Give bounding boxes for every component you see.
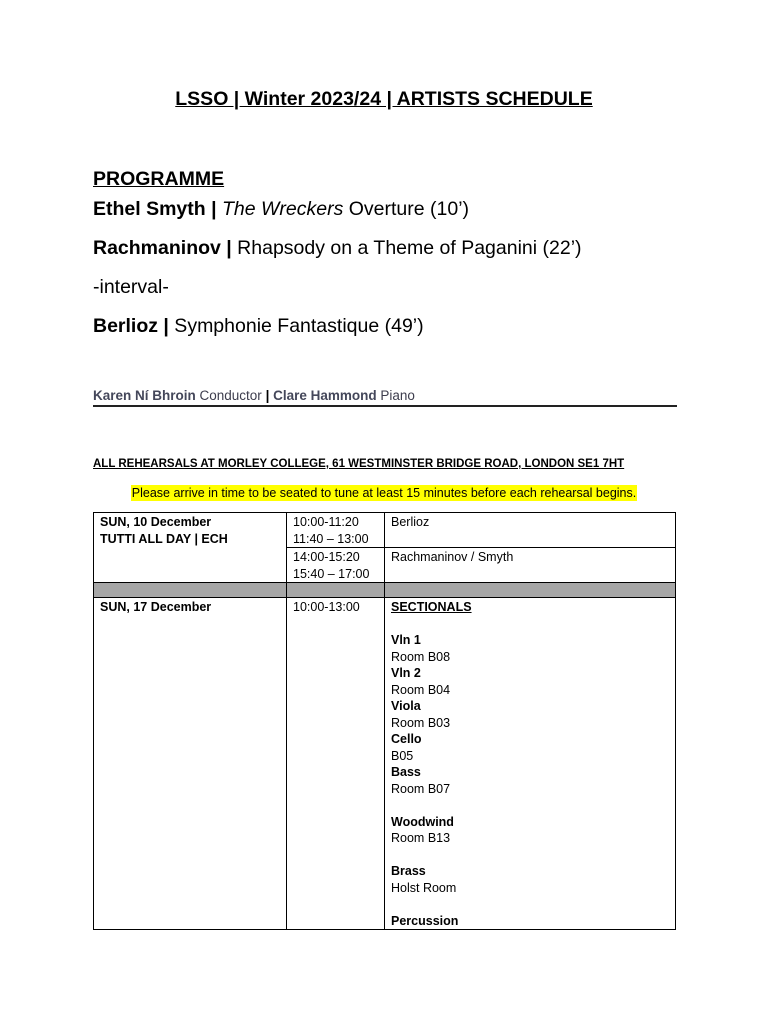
divider-cell <box>385 583 676 598</box>
programme-section <box>93 166 713 352</box>
artists-separator: | <box>265 388 270 403</box>
rehearsal-date: SUN, 10 December <box>100 515 212 529</box>
programme-interval: -interval- <box>93 276 169 298</box>
table-divider-row <box>94 583 676 598</box>
section-name: Vln 1 <box>391 633 421 647</box>
soloist-name: Clare Hammond <box>269 388 377 403</box>
arrival-notice <box>0 484 768 502</box>
conductor-role: Conductor <box>195 388 266 403</box>
section-name: Viola <box>391 699 421 713</box>
work-cell <box>385 513 676 548</box>
programme-work-1 <box>93 196 713 235</box>
work-cell <box>385 548 676 583</box>
date-cell <box>94 598 287 930</box>
section-room: B05 <box>391 748 414 763</box>
rehearsal-time: 10:00-11:20 <box>293 515 359 529</box>
time-cell <box>287 548 385 583</box>
section-room: Holst Room <box>391 880 457 895</box>
section-room: Room B04 <box>391 682 451 697</box>
section-room: Room B08 <box>391 649 451 664</box>
work-title: Symphonie Fantastique (49’) <box>168 315 424 337</box>
divider-cell <box>287 583 385 598</box>
section-room: Room B13 <box>391 831 451 845</box>
work-title: Rhapsody on a Theme of Paganini (22’) <box>231 237 582 259</box>
work-title: Overture (10’) <box>343 198 470 220</box>
rehearsal-time: 11:40 – 13:00 <box>293 531 369 546</box>
rehearsal-work: Rachmaninov / Smyth <box>391 550 514 564</box>
soloist-role: Piano <box>376 388 415 403</box>
section-room: Room B03 <box>391 715 451 730</box>
table-row <box>94 513 676 548</box>
date-cell <box>94 513 287 583</box>
section-name: Bass <box>391 765 421 779</box>
time-cell <box>287 598 385 930</box>
page-title: LSSO | Winter 2023/24 | ARTISTS SCHEDULE <box>175 88 593 110</box>
rehearsal-note: TUTTI ALL DAY | ECH <box>100 531 228 546</box>
section-name: Vln 2 <box>391 666 421 680</box>
table-row <box>94 598 676 930</box>
rehearsal-date: SUN, 17 December <box>100 600 212 614</box>
rehearsal-time: 14:00-15:20 <box>293 550 360 564</box>
section-name: Woodwind <box>391 814 454 829</box>
composer-name: Rachmaninov | <box>93 237 232 259</box>
composer-name: Berlioz | <box>93 315 169 337</box>
divider-cell <box>94 583 287 598</box>
composer-name: Ethel Smyth | <box>93 198 217 220</box>
programme-work-3 <box>93 313 713 352</box>
rehearsal-schedule-table <box>93 512 676 930</box>
sectionals-heading: SECTIONALS <box>391 600 472 614</box>
section-room: Room B07 <box>391 781 451 796</box>
work-cell <box>385 598 676 930</box>
time-cell <box>287 513 385 548</box>
rehearsal-work: Berlioz <box>391 515 430 529</box>
section-name: Brass <box>391 864 426 878</box>
work-title-italic: The Wreckers <box>221 198 344 220</box>
artists-line <box>93 388 677 407</box>
programme-work-2 <box>93 235 713 274</box>
section-name: Cello <box>391 732 422 746</box>
venue-heading: ALL REHEARSALS AT MORLEY COLLEGE, 61 WESTMINSTER BRIDGE ROAD, LONDON SE1 7HT <box>93 458 625 470</box>
arrival-notice-text: Please arrive in time to be seated to tune at least 15 minutes before each rehearsal begins. <box>131 486 637 500</box>
rehearsal-time: 15:40 – 17:00 <box>293 566 370 581</box>
section-name: Percussion <box>391 913 459 928</box>
programme-heading: PROGRAMME <box>93 168 225 190</box>
conductor-name: Karen Ní Bhroin <box>93 388 196 403</box>
rehearsal-time: 10:00-13:00 <box>293 600 360 614</box>
